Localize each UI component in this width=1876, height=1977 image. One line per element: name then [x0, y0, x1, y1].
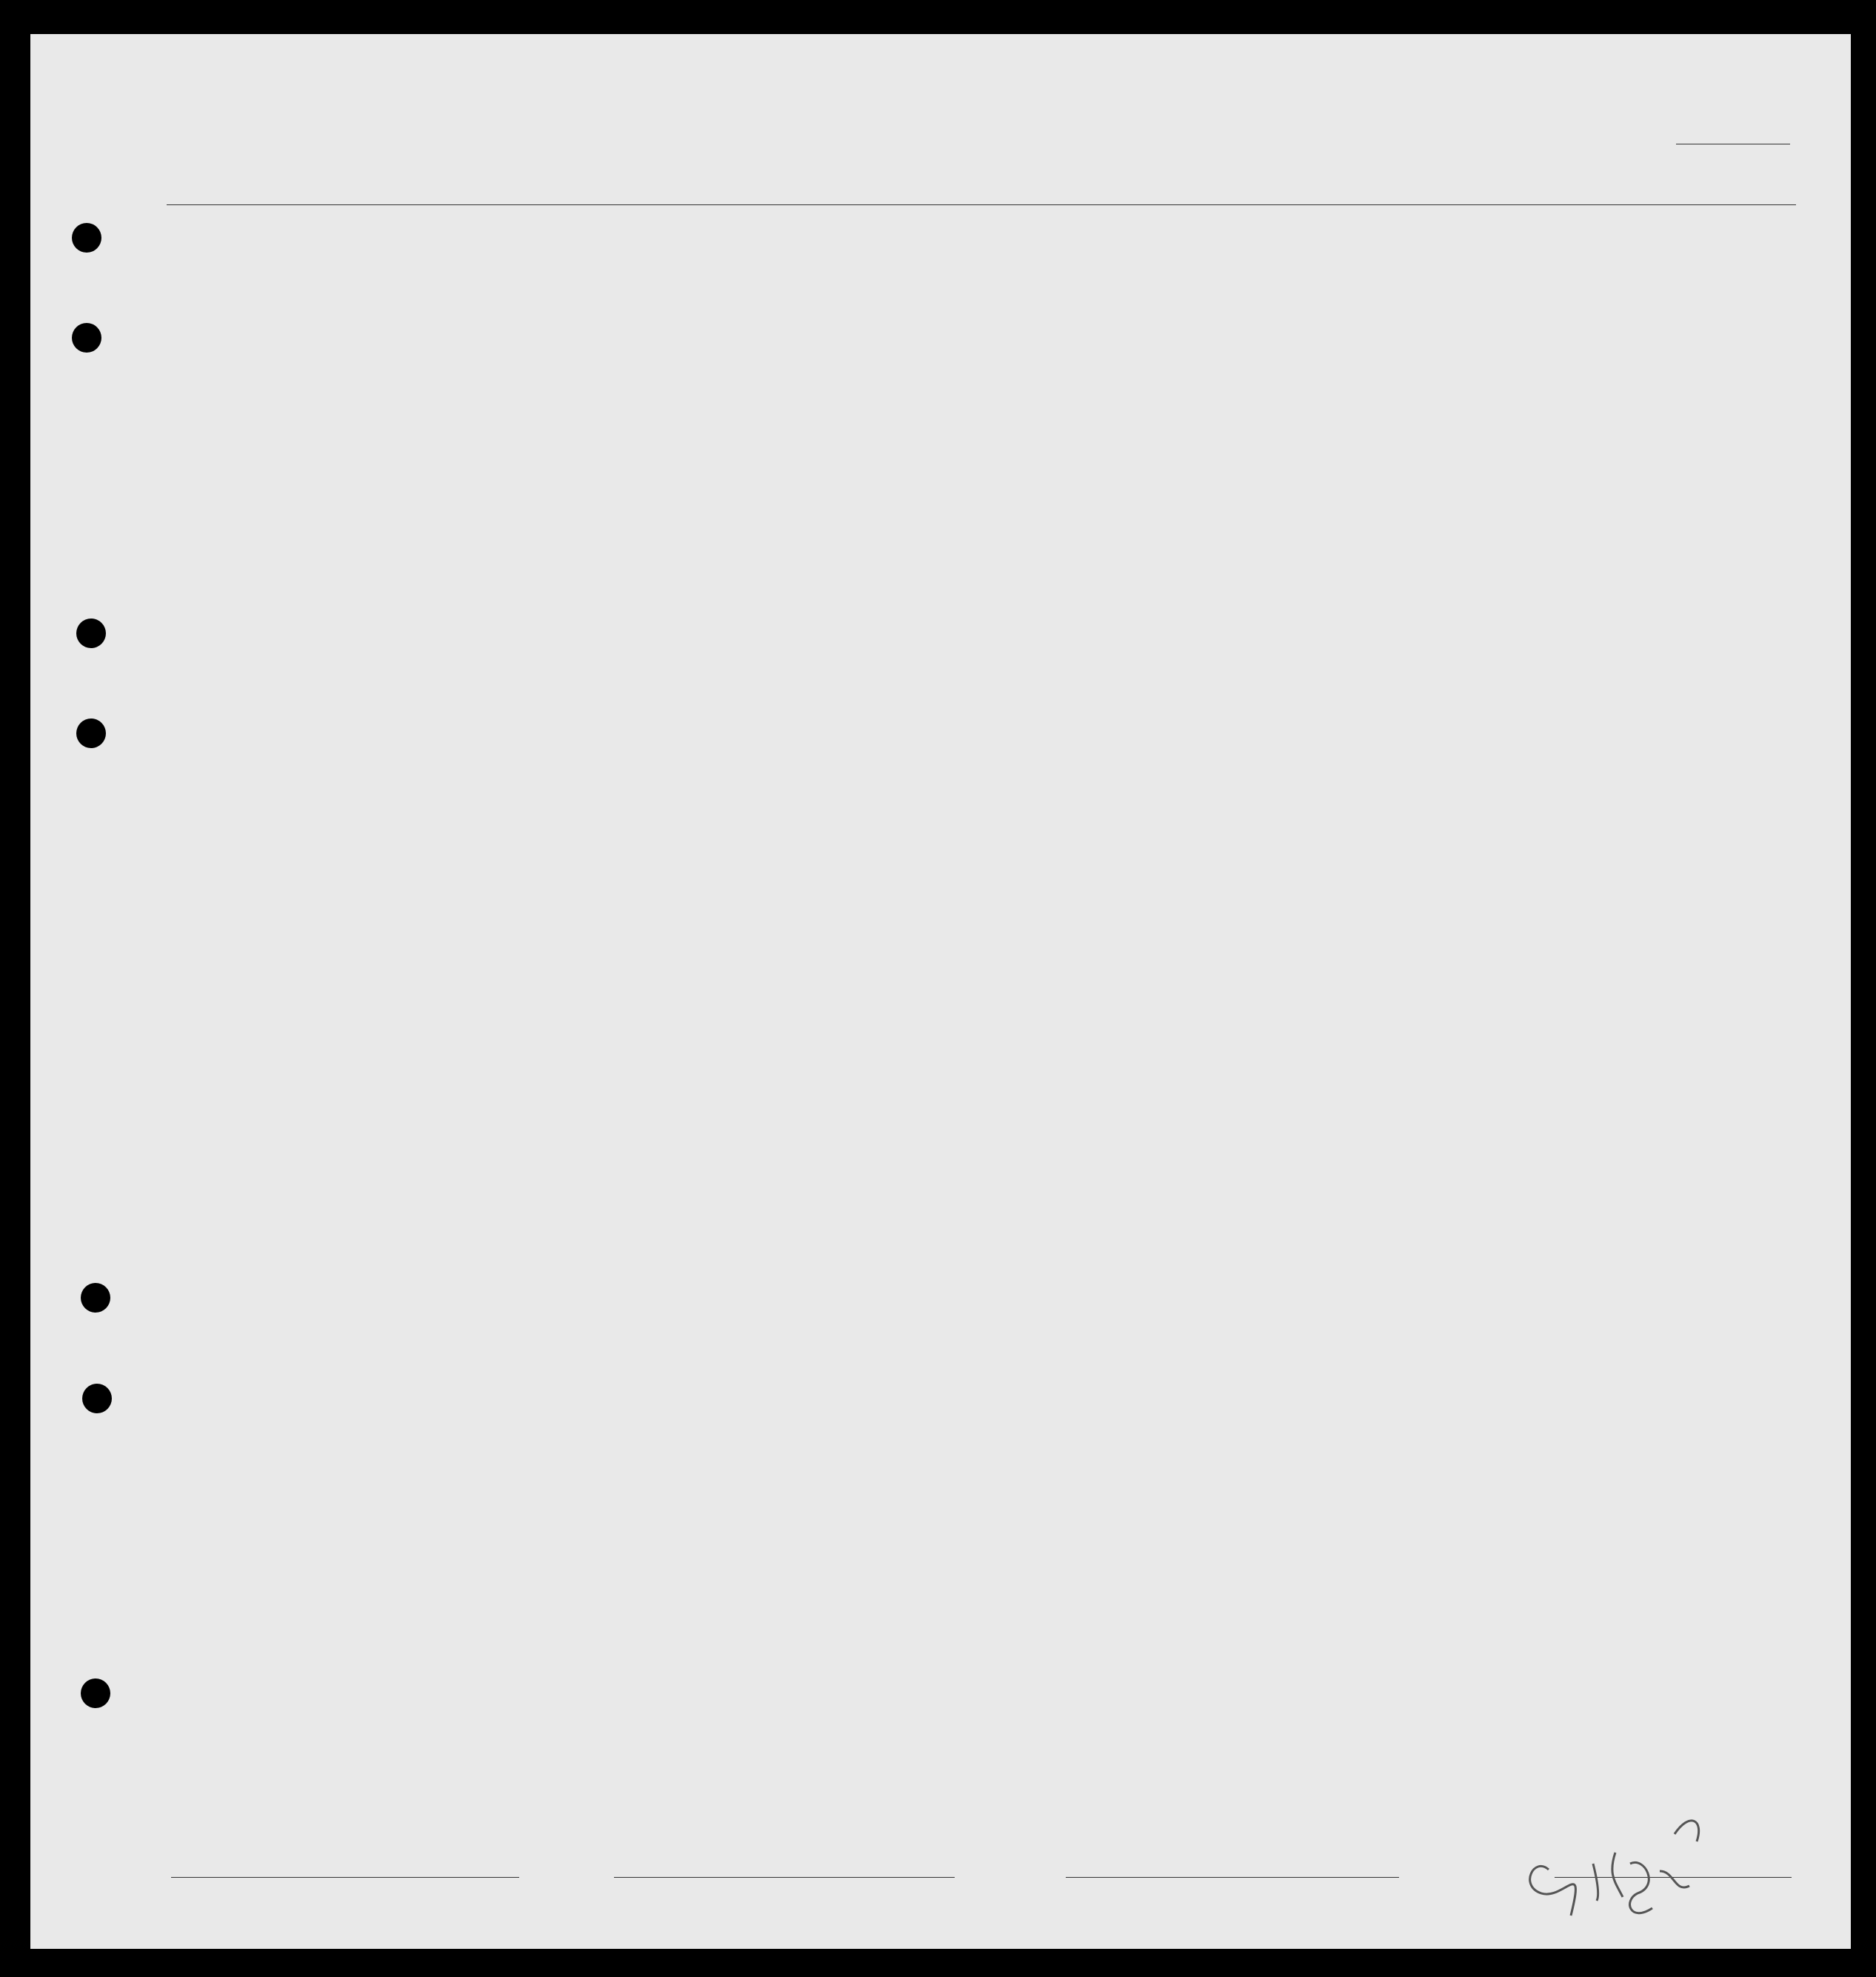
col2-header — [134, 230, 593, 241]
footer — [103, 1855, 1792, 1884]
col3-header — [593, 230, 697, 250]
col4-header — [700, 230, 838, 256]
col5-header — [841, 230, 1044, 241]
col11-header — [1630, 230, 1790, 241]
col9-header — [1343, 230, 1457, 233]
manifest-sheet — [30, 34, 1851, 1949]
col8-header — [1238, 230, 1340, 233]
col7-header — [1112, 230, 1233, 244]
col10-header — [1461, 230, 1627, 239]
col6-header — [1047, 230, 1107, 238]
table-grid — [30, 34, 1851, 1949]
col1-header — [82, 230, 128, 248]
